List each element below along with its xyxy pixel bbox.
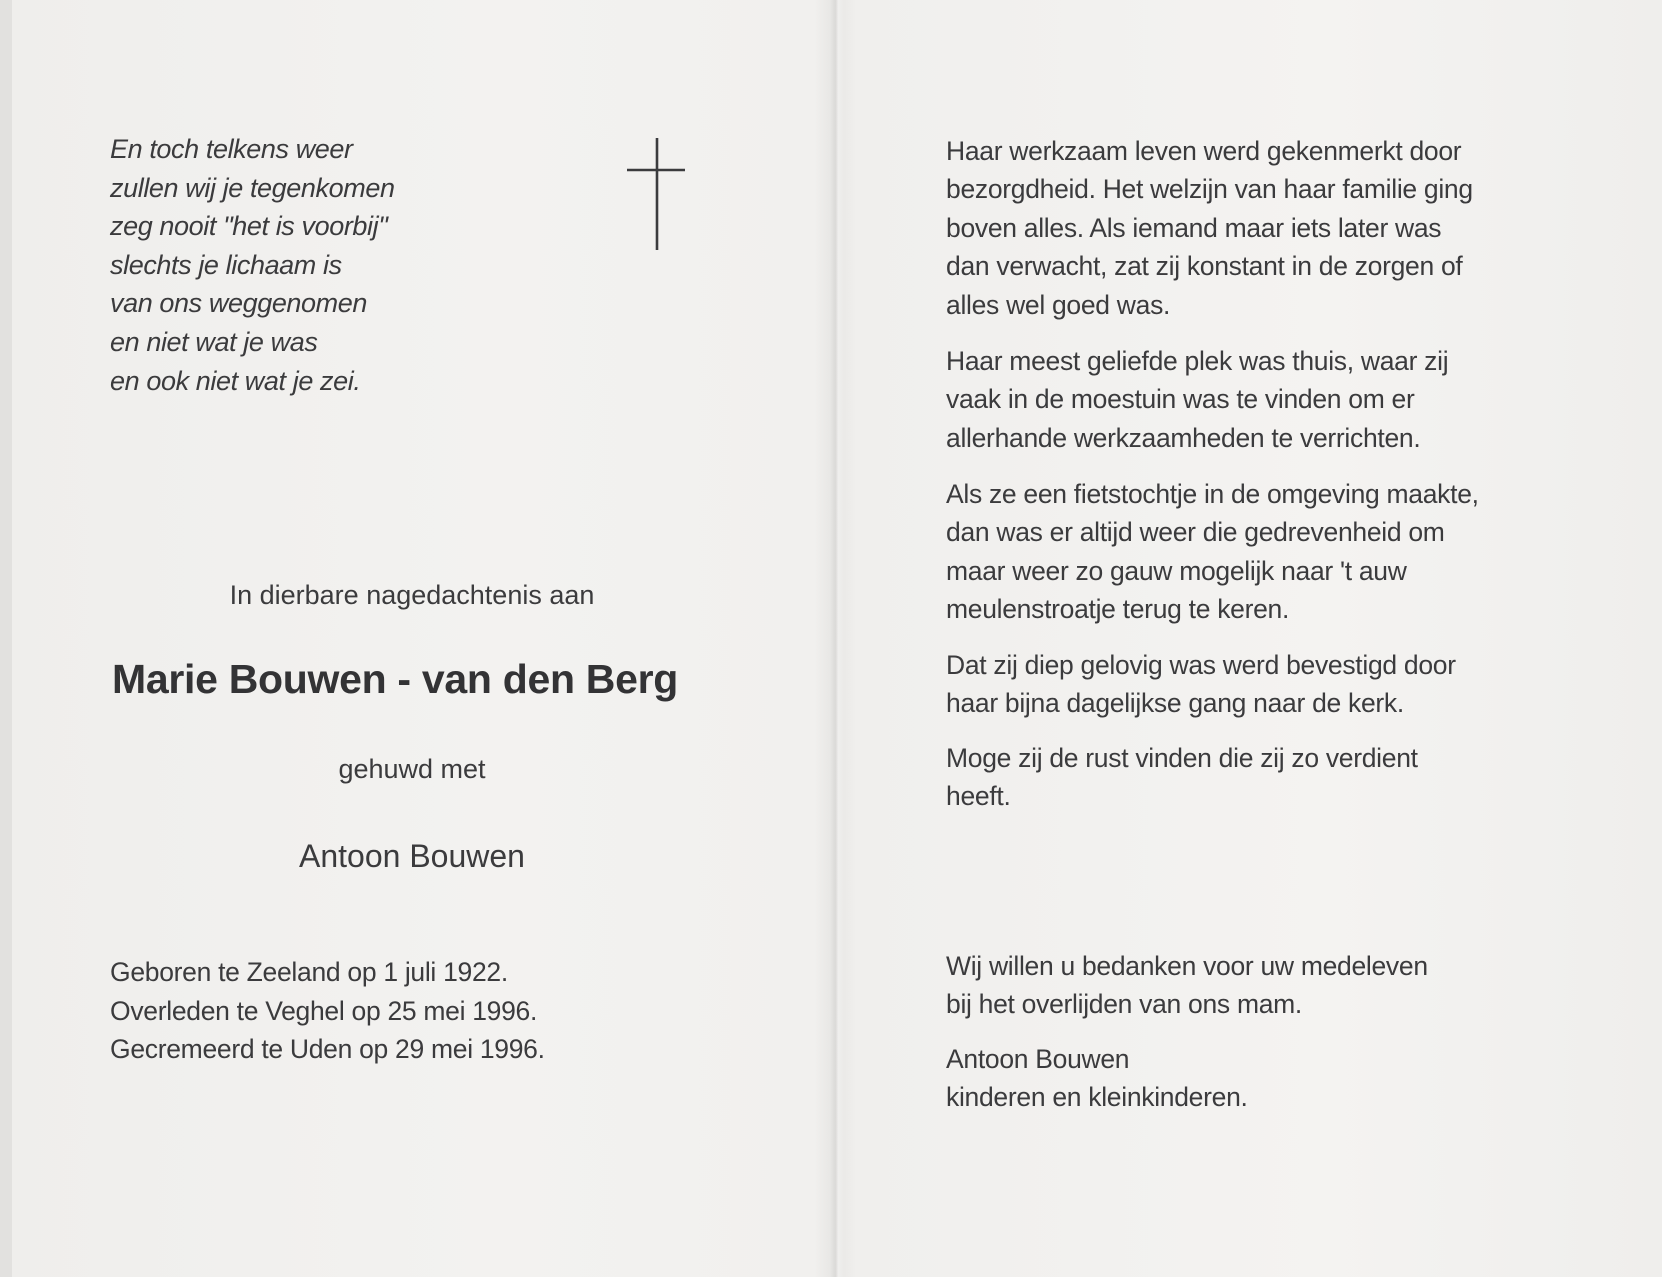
poem (110, 130, 395, 400)
text-line: maar weer zo gauw mogelijk naar 't auw (946, 555, 1407, 586)
text-line: vaak in de moestuin was te vinden om er (946, 384, 1415, 415)
spouse-name: Antoon Bouwen (299, 838, 525, 874)
poem-line: slechts je lichaam is (110, 249, 342, 280)
poem-line: zeg nooit "het is voorbij" (110, 211, 388, 242)
signature (946, 1040, 1248, 1117)
text-line: Moge zij de rust vinden die zij zo verdient (946, 743, 1418, 773)
paragraph-work-life (946, 132, 1473, 324)
text-line: Wij willen u bedanken voor uw medeleven (946, 951, 1428, 981)
text-line: Dat zij diep gelovig was werd bevestigd door (946, 650, 1456, 680)
text-line: bezorgdheid. Het welzijn van haar familie ging (946, 174, 1473, 205)
death-date: Overleden te Veghel op 25 mei 1996. (110, 995, 538, 1026)
cross-icon (627, 138, 687, 250)
birth-date: Geboren te Zeeland op 1 juli 1922. (110, 957, 508, 987)
paragraph-home (946, 342, 1448, 457)
poem-line: En toch telkens weer (110, 134, 353, 164)
text-line: meulenstroatje terug te keren. (946, 594, 1290, 625)
poem-line: zullen wij je tegenkomen (110, 172, 395, 203)
text-line: alles wel goed was. (946, 289, 1171, 320)
text-line: boven alles. Als iemand maar iets later was (946, 212, 1442, 243)
text-line: heeft. (946, 781, 1011, 812)
paragraph-faith (946, 646, 1456, 723)
text-line: allerhande werkzaamheden te verrichten. (946, 422, 1421, 453)
life-dates (110, 953, 545, 1069)
left-page (0, 0, 830, 1277)
cremation-date: Gecremeerd te Uden op 29 mei 1996. (110, 1034, 545, 1065)
text-line: kinderen en kleinkinderen. (946, 1082, 1248, 1113)
memorial-intro: In dierbare nagedachtenis aan (229, 580, 595, 610)
center-fold (830, 0, 844, 1277)
right-page (844, 0, 1662, 1277)
text-line: Als ze een fietstochtje in de omgeving maakte, (946, 479, 1479, 509)
poem-line: van ons weggenomen (110, 288, 367, 319)
poem-line: en niet wat je was (110, 326, 318, 357)
text-line: dan verwacht, zat zij konstant in de zorgen of (946, 251, 1463, 282)
text-line: haar bijna dagelijkse gang naar de kerk. (946, 688, 1404, 719)
text-line: Antoon Bouwen (946, 1044, 1130, 1074)
text-line: Haar werkzaam leven werd gekenmerkt door (946, 136, 1462, 166)
paragraph-rest (946, 739, 1418, 816)
text-line: dan was er altijd weer die gedrevenheid om (946, 517, 1445, 548)
text-line: bij het overlijden van ons mam. (946, 989, 1302, 1020)
thanks-note (946, 947, 1428, 1024)
deceased-name: Marie Bouwen - van den Berg (112, 656, 679, 702)
paragraph-cycling (946, 475, 1479, 629)
married-text: gehuwd met (338, 754, 486, 784)
text-line: Haar meest geliefde plek was thuis, waar zij (946, 346, 1449, 376)
poem-line: en ook niet wat je zei. (110, 365, 361, 396)
